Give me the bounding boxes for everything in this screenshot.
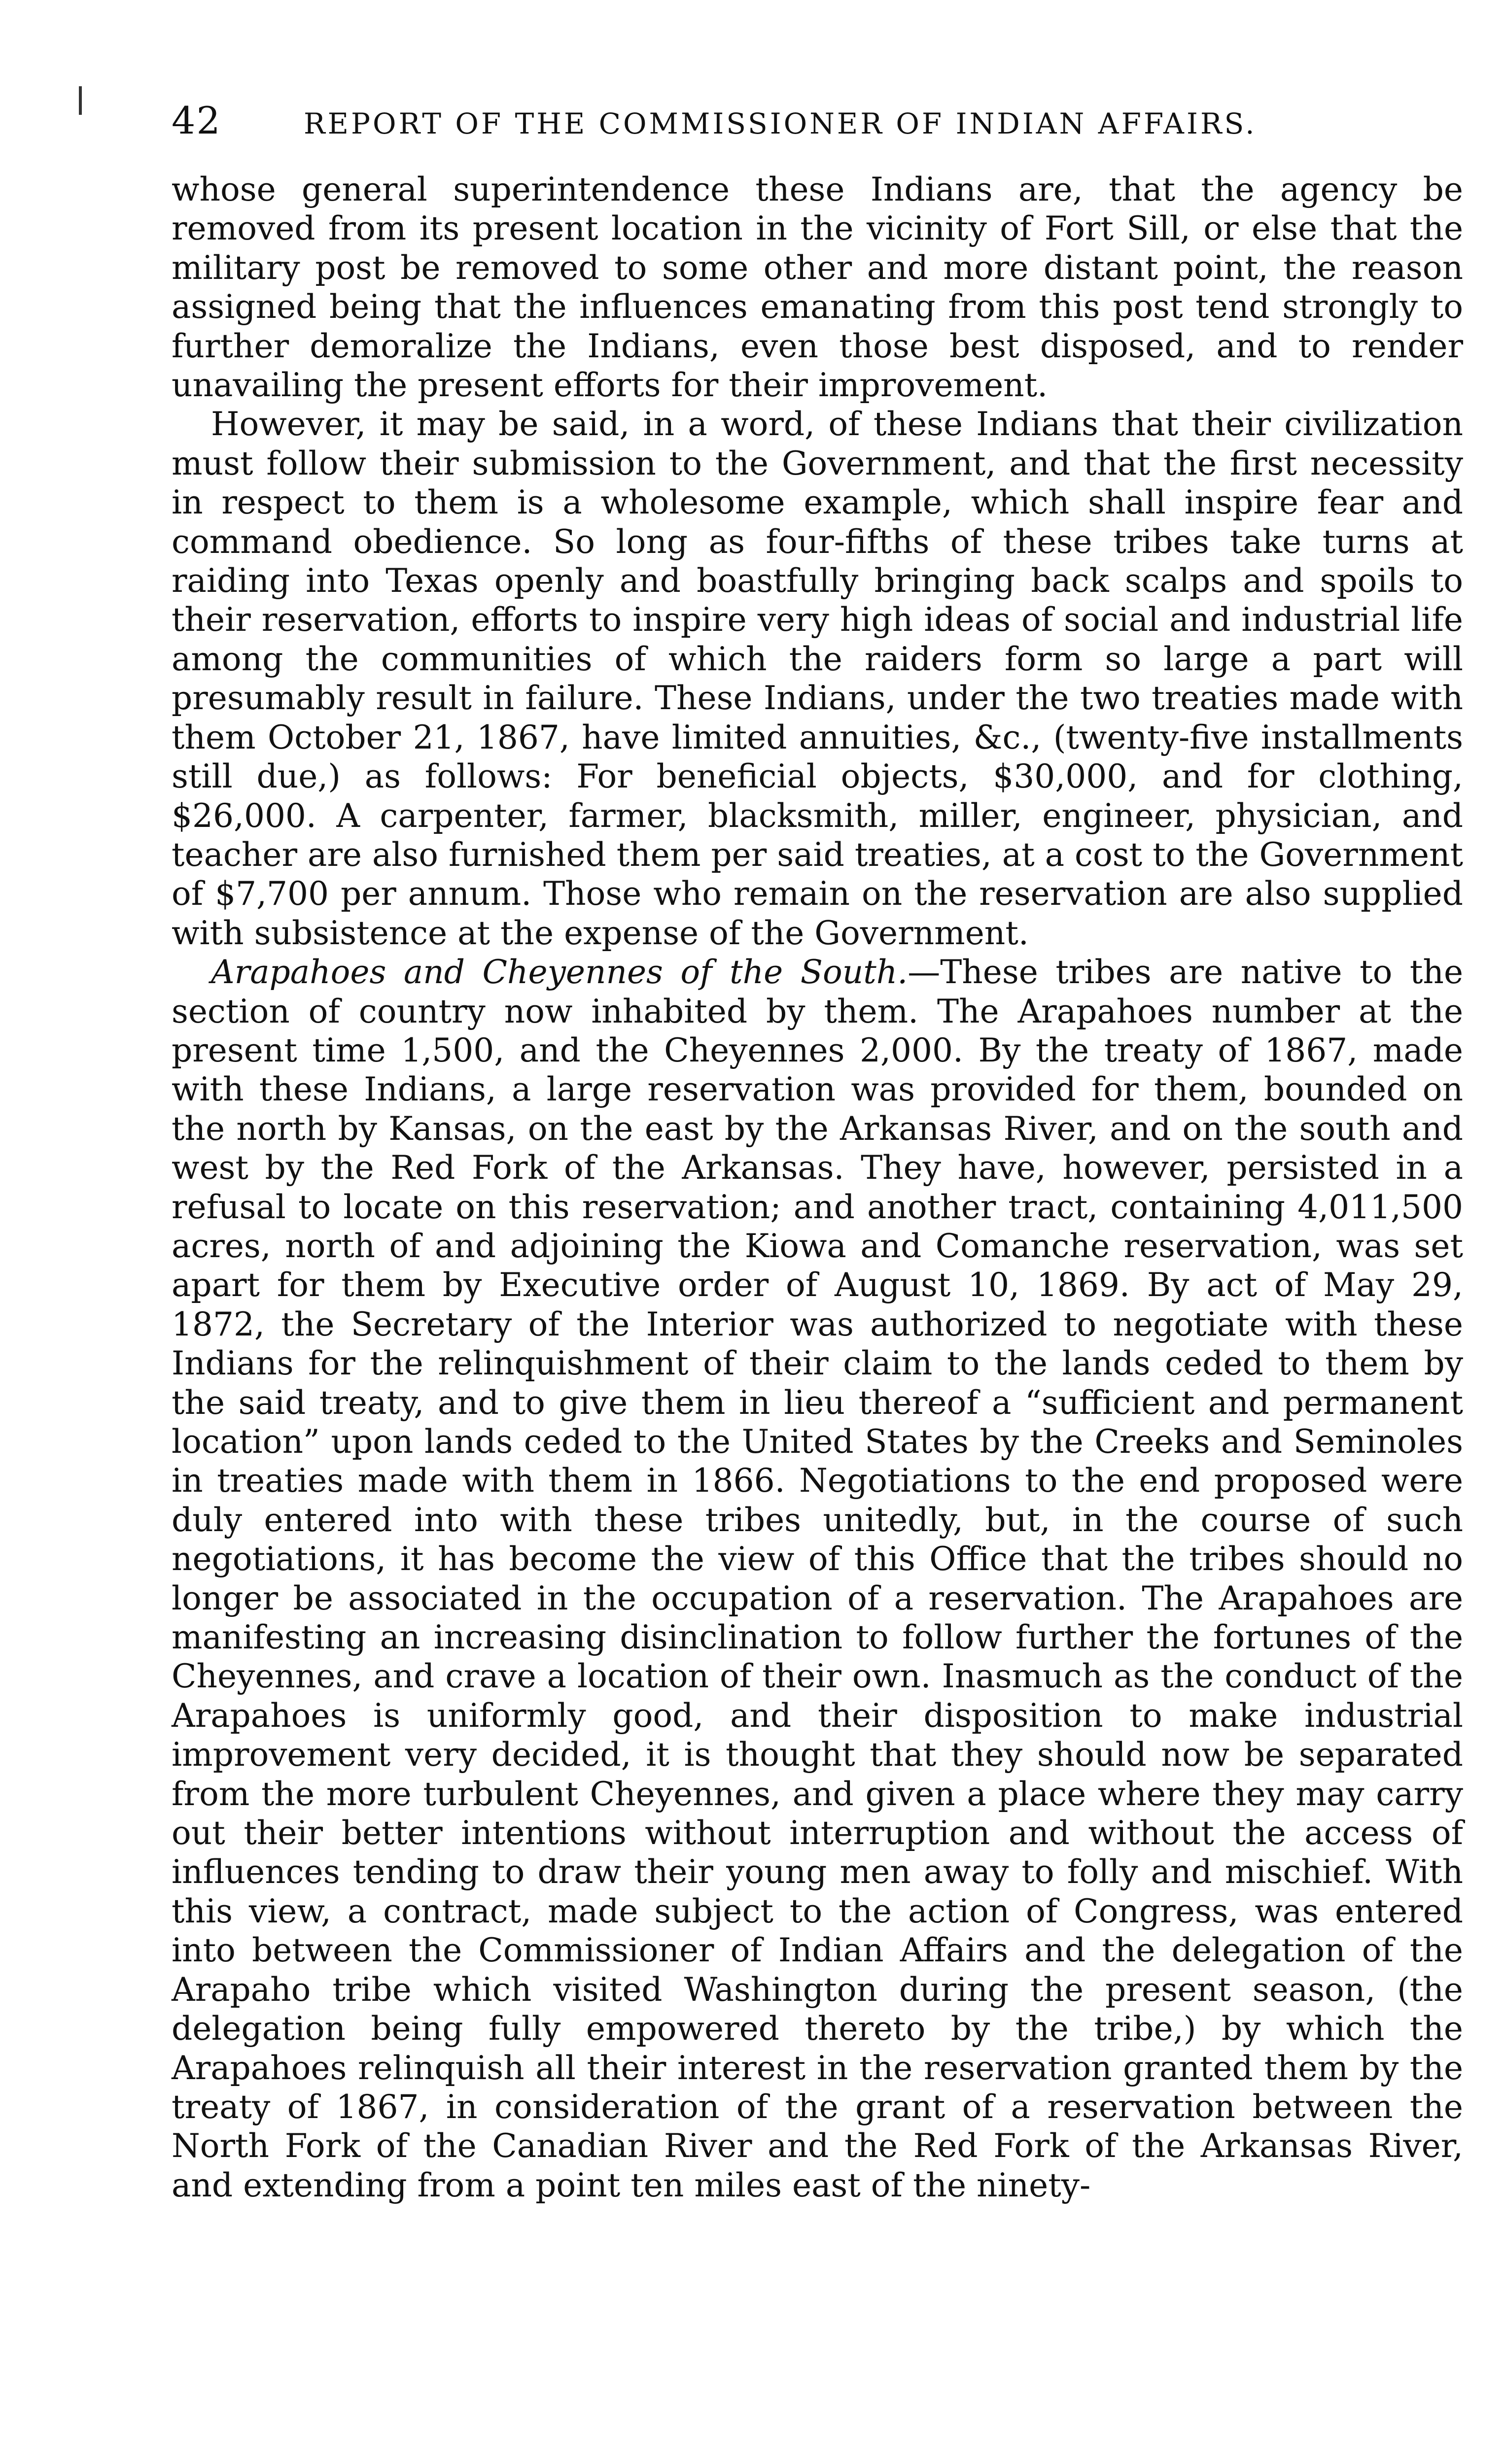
- page-number: 42: [172, 99, 221, 142]
- running-head: REPORT OF THE COMMISSIONER OF INDIAN AFFAIRS.: [304, 107, 1257, 140]
- paragraph-continuation: whose general superintendence these Indians are, that the agency be removed from its present location in the vicinity of Fort Sill, or else that the military post be removed to some other and more distant point, the reason assigned being that the influences emanating from this post tend strongly to further demoralize the Indians, even those best disposed, and to render unavailing the present efforts for their improvement.: [172, 171, 1463, 405]
- section-lead: Arapahoes and Cheyennes of the South.: [211, 953, 908, 992]
- paragraph-kiowa-comanche-summary: However, it may be said, in a word, of these Indians that their civilization must follow their submission to the Government, and that the first necessity in respect to them is a wholesome example, which shall inspire fear and command obedience. So long as four-fifths of these tribes take turns at raiding into Texas openly and boastfully bringing back scalps and spoils to their reservation, efforts to inspire very high ideas of social and industrial life among the communities of which the raiders form so large a part will presumably result in failure. These Indians, under the two treaties made with them October 21, 1867, have limited annuities, &c., (twenty-five installments still due,) as follows: For beneficial objects, $30,000, and for clothing, $26,000. A carpenter, farmer, blacksmith, miller, engineer, physician, and teacher are also furnished them per said treaties, at a cost to the Government of $7,700 per annum. Those who remain on the reservation are also supplied with subsistence at the expense of the Government.: [172, 405, 1463, 952]
- page-header: [172, 96, 1355, 145]
- body-text: [172, 170, 1463, 2205]
- margin-mark: [79, 86, 82, 115]
- paragraph-arapahoes-cheyennes: [172, 953, 1463, 2205]
- section-body: —These tribes are native to the section of country now inhabited by them. The Arapahoes number at the present time 1,500, and the Cheyennes 2,000. By the treaty of 1867, made with these Indians, a large reservation was provided for them, bounded on the north by Kansas, on the east by the Arkansas River, and on the south and west by the Red Fork of the Arkansas. They have, however, persisted in a refusal to locate on this reservation; and another tract, containing 4,011,500 acres, north of and adjoining the Kiowa and Comanche reservation, was set apart for them by Executive order of August 10, 1869. By act of May 29, 1872, the Secretary of the Interior was authorized to negotiate with these Indians for the relinquishment of their claim to the lands ceded to them by the said treaty, and to give them in lieu thereof a “sufficient and permanent location” upon lands ceded to the United States by the Creeks and Seminoles in treaties made with them in 1866. Negotiations to the end proposed were duly entered into with these tribes unitedly, but, in the course of such negotiations, it has become the view of this Office that the tribes should no longer be associated in the occupation of a reservation. The Arapahoes are manifesting an increasing disinclination to follow further the fortunes of the Cheyennes, and crave a location of their own. Inasmuch as the conduct of the Arapahoes is uniformly good, and their disposition to make industrial improvement very decided, it is thought that they should now be separated from the more turbulent Cheyennes, and given a place where they may carry out their better intentions without interruption and without the access of influences tending to draw their young men away to folly and mischief. With this view, a contract, made subject to the action of Congress, was entered into between the Commissioner of Indian Affairs and the delegation of the Arapaho tribe which visited Washington during the present season, (the delegation being fully empowered thereto by the tribe,) by which the Arapahoes relinquish all their interest in the reservation granted them by the treaty of 1867, in consideration of the grant of a reservation between the North Fork of the Canadian River and the Red Fork of the Arkansas River, and extending from a point ten miles east of the ninety-: [172, 953, 1463, 2204]
